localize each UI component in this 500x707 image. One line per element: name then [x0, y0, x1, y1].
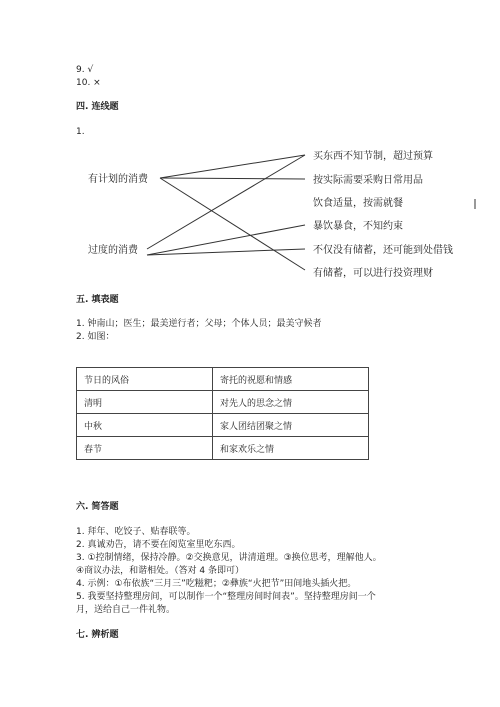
table-row: [77, 437, 369, 460]
margin-mark: [474, 199, 476, 209]
section6-line: 4. 示例：①布依族“三月三”吃糍粑；②彝族“火把节”田间地头插火把。: [76, 579, 357, 589]
table-row: [77, 368, 369, 391]
section4-title: 四. 连线题: [76, 102, 119, 112]
festival-table: [76, 367, 369, 460]
section6-line: 5. 我要坚持整理房间，可以制作一个“整理房间时间表”。坚持整理房间一个: [76, 592, 376, 602]
section6-line: ④商议办法，和谐相处。（答对 4 条即可）: [76, 566, 245, 576]
left-item: 有计划的消费: [88, 174, 148, 185]
table-row: [77, 414, 369, 437]
section6-title: 六. 简答题: [76, 502, 119, 512]
match-line: [160, 155, 305, 178]
left-item: 过度的消费: [88, 245, 138, 256]
match-line: [147, 249, 305, 255]
answer-9: 9. √: [76, 65, 94, 75]
section6-line: 月，送给自己一件礼物。: [76, 605, 176, 615]
section6-line: 2. 真诚劝告，请不要在阅览室里吃东西。: [76, 540, 241, 550]
section5-line2: 2. 如图：: [76, 332, 115, 342]
section7-title: 七. 辨析题: [76, 630, 119, 640]
section5-line1: 1. 钟南山；医生；最美逆行者；父母；个体人员；最美守候者: [76, 319, 322, 329]
right-item: 不仅没有储蓄，还可能到处借钱: [313, 245, 453, 256]
match-line: [160, 178, 305, 270]
table-cell: 寄托的祝愿和情感: [213, 368, 369, 391]
match-line: [160, 178, 305, 179]
right-item: 有储蓄，可以进行投资理财: [313, 268, 433, 279]
table-cell: 春节: [77, 437, 213, 460]
table-cell: 和家欢乐之情: [213, 437, 369, 460]
table-cell: 中秋: [77, 414, 213, 437]
table-cell: 对先人的思念之情: [213, 391, 369, 414]
table-cell: 节日的风俗: [77, 368, 213, 391]
section6-line: 1. 拜年、吃饺子、贴春联等。: [76, 527, 196, 537]
matching-diagram: [0, 0, 500, 300]
section6-line: 3. ①控制情绪，保持冷静。②交换意见，讲清道理。③换位思考，理解他人。: [76, 553, 382, 563]
right-item: 暴饮暴食，不知约束: [313, 221, 403, 232]
right-item: 饮食适量，按需就餐: [313, 198, 403, 209]
right-item: 按实际需要采购日常用品: [313, 175, 423, 186]
table-cell: 清明: [77, 391, 213, 414]
section5-title: 五. 填表题: [76, 295, 119, 305]
right-item: 买东西不知节制，超过预算: [313, 151, 433, 162]
table-row: [77, 391, 369, 414]
table-cell: 家人团结团聚之情: [213, 414, 369, 437]
match-line: [147, 225, 305, 255]
answer-10: 10. ×: [76, 78, 101, 88]
section4-num: 1.: [76, 127, 85, 137]
match-line: [147, 155, 305, 249]
